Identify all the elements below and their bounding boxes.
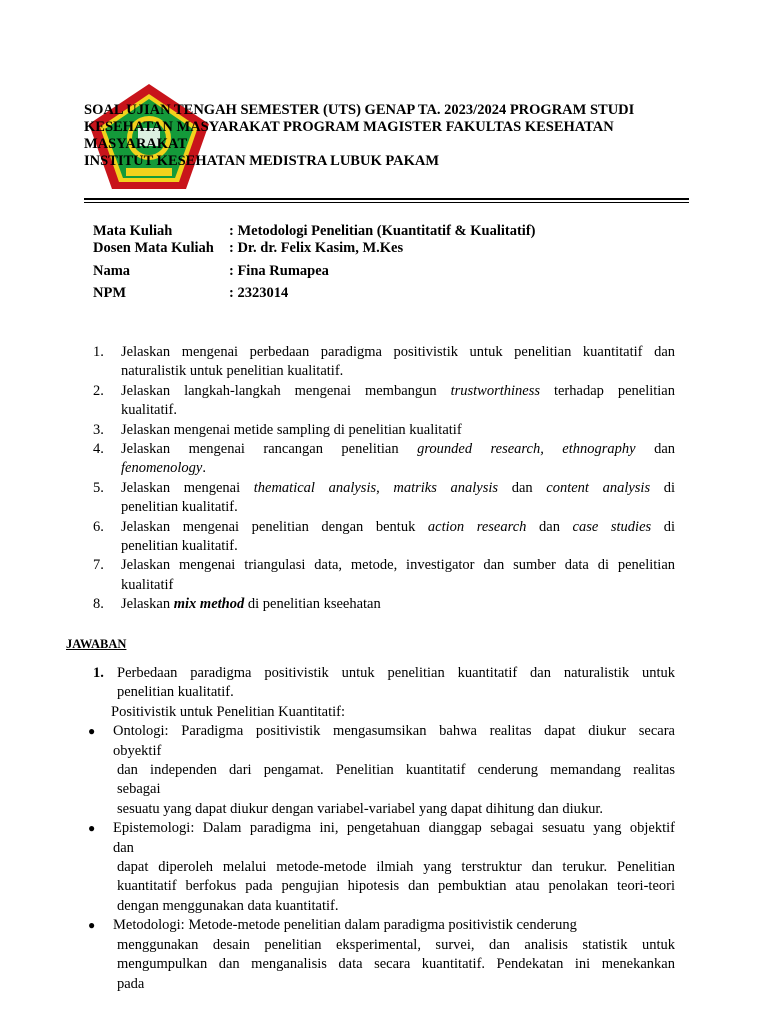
header-title-line: INSTITUT KESEHATAN MEDISTRA LUBUK PAKAM bbox=[84, 153, 440, 169]
bullet-icon: ● bbox=[88, 918, 96, 933]
question-term: fenomenology bbox=[121, 460, 203, 477]
question-text: di bbox=[650, 479, 676, 496]
header-divider bbox=[84, 198, 689, 200]
answer-number: 1. bbox=[93, 665, 104, 681]
question-text: kualitatif. bbox=[121, 402, 177, 419]
lecturer-label: Dosen Mata Kuliah bbox=[93, 240, 214, 256]
bullet-text: Ontologi: Paradigma positivistik mengasumsikan bahwa realitas dapat diukur secara bbox=[113, 723, 675, 740]
answer-bullet bbox=[88, 916, 675, 994]
bullet-text: dan independen dari pengamat. Penelitian kuantitatif cenderung memandang realitas bbox=[117, 762, 675, 779]
bullet-text: menggunakan desain penelitian eksperimental, survei, dan analisis statistik untuk bbox=[117, 936, 675, 953]
answer-bullet bbox=[88, 819, 675, 916]
bullet-text: kuantitatif berfokus pada pengujian hipotesis dan pembuktian atau penolakan teori-teori bbox=[117, 878, 675, 895]
question-term: action research bbox=[427, 518, 527, 535]
question-number: 6. bbox=[93, 518, 104, 535]
question-item bbox=[93, 518, 675, 557]
question-text: . bbox=[202, 460, 206, 477]
question-term: trustworthiness bbox=[450, 382, 541, 399]
bullet-text: sebagai bbox=[117, 781, 161, 798]
question-item bbox=[93, 479, 675, 518]
answer-bullet bbox=[88, 722, 675, 819]
question-item bbox=[93, 595, 675, 614]
question-text: dan bbox=[526, 518, 573, 535]
question-text: penelitian kualitatif. bbox=[121, 499, 238, 516]
question-number: 5. bbox=[93, 479, 104, 496]
question-number: 3. bbox=[93, 421, 104, 438]
question-text: Jelaskan mengenai bbox=[121, 479, 254, 496]
lecturer-value: : Dr. dr. Felix Kasim, M.Kes bbox=[229, 240, 404, 256]
question-text: Jelaskan langkah-langkah mengenai membangun bbox=[121, 382, 451, 399]
name-value: : Fina Rumapea bbox=[229, 263, 329, 279]
bullet-icon: ● bbox=[88, 724, 96, 739]
question-text: di bbox=[651, 518, 676, 535]
question-number: 4. bbox=[93, 441, 104, 458]
header-title bbox=[84, 102, 684, 170]
bullet-text: dapat diperoleh melalui metode-metode ilmiah yang terstruktur dan terukur. Penelitian bbox=[117, 859, 675, 876]
question-term: mix method bbox=[173, 596, 245, 613]
question-number: 8. bbox=[93, 596, 104, 613]
question-term: grounded research, ethnography bbox=[417, 441, 636, 458]
bullet-text: pada bbox=[117, 975, 145, 992]
question-term: content analysis bbox=[546, 479, 651, 496]
question-text: Jelaskan mengenai perbedaan paradigma positivistik untuk penelitian kuantitatif dan bbox=[121, 344, 675, 360]
question-number: 7. bbox=[93, 557, 104, 574]
bullet-text: mengumpulkan dan menganalisis data secara kuantitatif. Pendekatan ini menekankan bbox=[117, 956, 675, 973]
header-title-line: MASYARAKAT bbox=[84, 136, 188, 152]
answer-question bbox=[93, 664, 675, 703]
question-number: 1. bbox=[93, 344, 104, 360]
answer-title: Perbedaan paradigma positivistik untuk penelitian kuantitatif dan naturalistik untuk bbox=[117, 665, 675, 681]
bullet-icon: ● bbox=[88, 821, 96, 836]
answer-section bbox=[88, 664, 675, 994]
question-text: Jelaskan mengenai triangulasi data, metode, investigator dan sumber data di penelitian bbox=[121, 557, 675, 574]
question-term: thematical analysis bbox=[253, 479, 377, 496]
question-text: naturalistik untuk penelitian kualitatif. bbox=[121, 363, 344, 380]
question-text: dan bbox=[498, 479, 547, 496]
question-list bbox=[93, 343, 675, 615]
answer-heading: JAWABAN bbox=[66, 637, 127, 651]
bullet-text: sesuatu yang dapat diukur dengan variabel-variabel yang dapat dihitung dan diukur. bbox=[117, 800, 604, 817]
question-text: terhadap penelitian bbox=[540, 382, 675, 399]
bullet-text: dengan menggunakan data kuantitatif. bbox=[117, 897, 339, 914]
answer-title: penelitian kualitatif. bbox=[117, 684, 234, 701]
bullet-text: obyektif bbox=[113, 742, 162, 759]
question-text: dan bbox=[635, 441, 676, 458]
question-term: case studies bbox=[572, 518, 652, 535]
bullet-text: dan bbox=[113, 839, 134, 856]
question-text: di penelitian kseehatan bbox=[244, 596, 381, 613]
header-title-line: SOAL UJIAN TENGAH SEMESTER (UTS) GENAP TA. 2023/2024 PROGRAM STUDI bbox=[84, 102, 635, 118]
header-title-line: KESEHATAN MASYARAKAT PROGRAM MAGISTER FAKULTAS KESEHATAN bbox=[84, 119, 614, 135]
npm-value: : 2323014 bbox=[229, 285, 289, 301]
question-text: Jelaskan mengenai penelitian dengan bentuk bbox=[121, 518, 428, 535]
bullet-text: Metodologi: Metode-metode penelitian dalam paradigma positivistik cenderung bbox=[113, 917, 577, 934]
question-text: , bbox=[376, 479, 394, 496]
question-item bbox=[93, 440, 675, 479]
question-text: Jelaskan bbox=[121, 596, 174, 613]
question-text: Jelaskan mengenai rancangan penelitian bbox=[121, 441, 418, 458]
course-label: Mata Kuliah bbox=[93, 223, 173, 239]
bullet-text: Epistemologi: Dalam paradigma ini, pengetahuan dianggap sebagai sesuatu yang objektif bbox=[113, 820, 675, 837]
header-divider bbox=[84, 202, 689, 203]
name-label: Nama bbox=[93, 263, 131, 279]
question-item bbox=[93, 382, 675, 421]
question-text: penelitian kualitatif. bbox=[121, 538, 238, 555]
question-item bbox=[93, 556, 675, 595]
question-term: matriks analysis bbox=[393, 479, 499, 496]
course-value: : Metodologi Penelitian (Kuantitatif & Kualitatif) bbox=[229, 223, 536, 239]
answer-subheading: Positivistik untuk Penelitian Kuantitatif: bbox=[111, 703, 346, 720]
npm-label: NPM bbox=[93, 285, 127, 301]
question-number: 2. bbox=[93, 382, 104, 399]
question-item bbox=[93, 421, 675, 440]
question-text: Jelaskan mengenai metide sampling di penelitian kualitatif bbox=[121, 421, 462, 438]
question-text: kualitatif bbox=[121, 576, 174, 593]
question-item bbox=[93, 343, 675, 382]
